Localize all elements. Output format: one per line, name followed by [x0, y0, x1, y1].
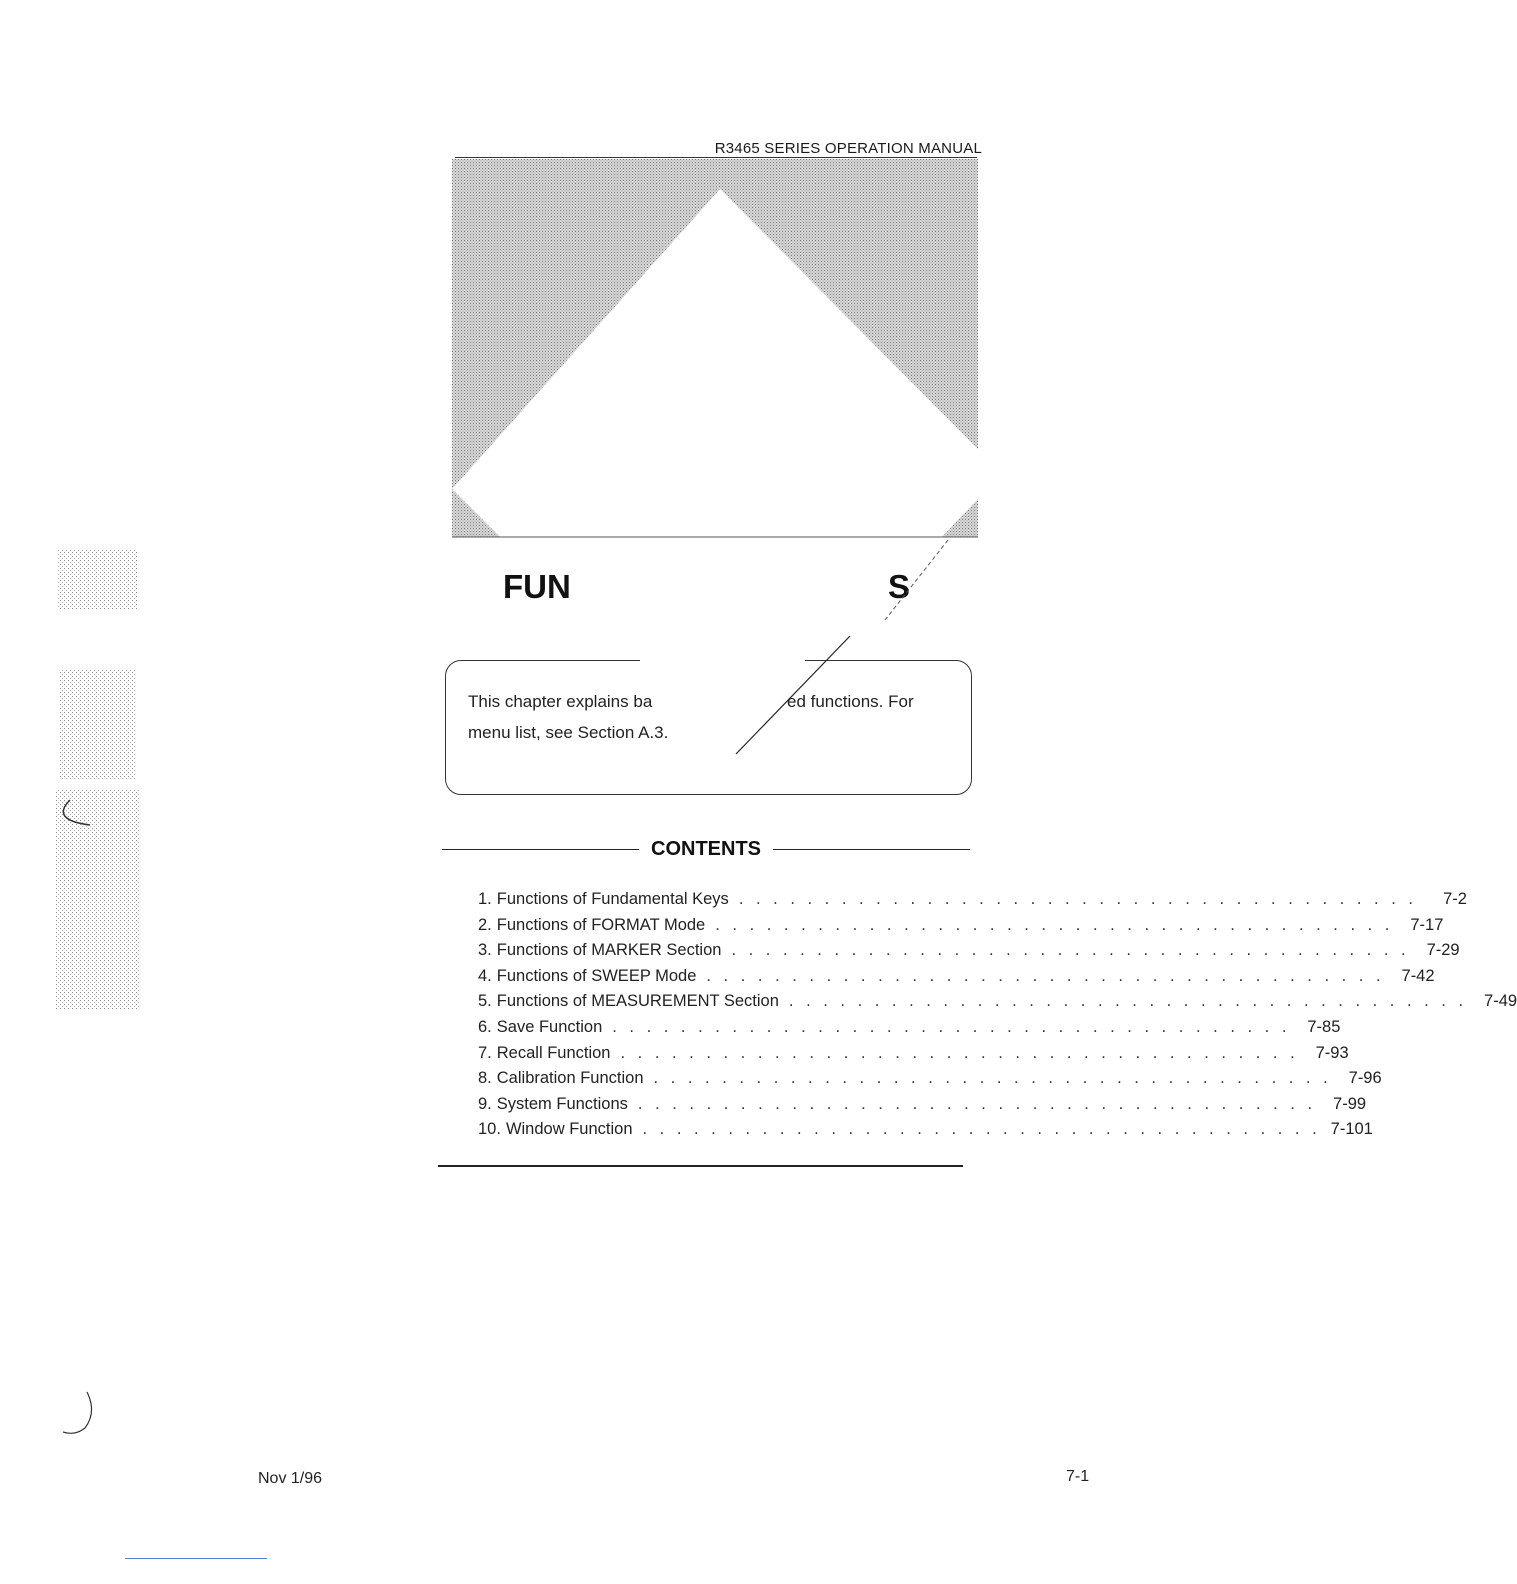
toc-item-page: 7-29 — [1426, 941, 1460, 960]
toc-leader-dots: . . . . . . . . . . . . . . . . . . . . . . . . . . . . . . . . . . . . . . . . — [637, 1094, 1317, 1113]
toc-leader-dots: . . . . . . . . . . . . . . . . . . . . . . . . . . . . . . . . . . . . . . . . — [738, 890, 1417, 908]
toc-item-title: Calibration Function — [496, 1069, 644, 1088]
toc-item-number: 2. — [478, 915, 492, 934]
toc-item — [478, 1017, 1341, 1044]
toc-item-number: 9. — [478, 1094, 492, 1113]
contents-rule-right — [773, 849, 970, 851]
toc-item — [478, 890, 1467, 916]
toc-item-page: 7-96 — [1348, 1069, 1382, 1088]
chapter-banner-graphic — [452, 159, 978, 537]
toc-item-number: 8. — [478, 1069, 492, 1088]
toc-item-number: 10. — [478, 1120, 501, 1139]
toc-item-page: 7-2 — [1443, 890, 1467, 908]
toc-item-page: 7-49 — [1484, 992, 1517, 1011]
toc-item-number: 1. — [478, 890, 492, 908]
toc-item-number: 5. — [478, 992, 492, 1011]
toc-item — [478, 915, 1444, 942]
toc-item-title: Functions of MEASUREMENT Section — [496, 992, 779, 1011]
toc-item-title: Window Function — [505, 1120, 633, 1139]
intro-line-1-left: This chapter explains ba — [468, 692, 653, 711]
intro-line-1-right: ed functions. For — [787, 692, 914, 711]
toc-list — [478, 890, 1517, 1146]
contents-rule-left — [442, 849, 639, 851]
manual-title: R3465 SERIES OPERATION MANUAL — [714, 140, 982, 157]
toc-item-page: 7-42 — [1401, 966, 1435, 985]
toc-item-title: Functions of Fundamental Keys — [496, 890, 729, 908]
toc-leader-dots: . . . . . . . . . . . . . . . . . . . . . . . . . . . . . . . . . . . . . . . . — [788, 992, 1468, 1011]
chapter-title-left: FUN — [503, 568, 571, 605]
toc-item-page: 7-99 — [1333, 1094, 1367, 1113]
toc-leader-dots: . . . . . . . . . . . . . . . . . . . . . . . . . . . . . . . . . . . . . . . . — [642, 1120, 1321, 1139]
toc-item-page: 7-101 — [1330, 1120, 1373, 1139]
toc-leader-dots: . . . . . . . . . . . . . . . . . . . . . . . . . . . . . . . . . . . . . . . . — [715, 915, 1394, 934]
toc-item-number: 4. — [478, 966, 492, 985]
toc-item-title: Recall Function — [496, 1043, 611, 1062]
contents-bottom-rule — [438, 1165, 963, 1167]
toc-item-title: Functions of MARKER Section — [496, 941, 722, 960]
toc-item — [478, 1069, 1382, 1095]
toc-item — [478, 966, 1435, 993]
toc-item-number: 6. — [478, 1017, 492, 1036]
scan-bracket-bottom — [55, 1390, 105, 1440]
toc-item-page: 7-93 — [1315, 1043, 1349, 1062]
toc-item-page: 7-85 — [1307, 1017, 1341, 1036]
toc-item — [478, 1094, 1367, 1121]
toc-leader-dots: . . . . . . . . . . . . . . . . . . . . . . . . . . . . . . . . . . . . . . . . — [612, 1017, 1291, 1036]
toc-leader-dots: . . . . . . . . . . . . . . . . . . . . . . . . . . . . . . . . . . . . . . . . — [731, 941, 1410, 960]
toc-leader-dots: . . . . . . . . . . . . . . . . . . . . . . . . . . . . . . . . . . . . . . . . — [620, 1043, 1299, 1062]
chapter-title-right: S — [888, 568, 911, 605]
footer-page-number: 7-1 — [1066, 1468, 1090, 1485]
toc-leader-dots: . . . . . . . . . . . . . . . . . . . . . . . . . . . . . . . . . . . . . . . . — [706, 966, 1385, 985]
contents-heading — [442, 838, 970, 861]
toc-item-title: Functions of SWEEP Mode — [496, 966, 697, 985]
scan-speckle-left — [40, 540, 150, 1040]
blue-underline — [125, 1558, 267, 1559]
slash-artifact — [700, 540, 970, 780]
intro-line-2: menu list, see Section A.3. — [468, 723, 669, 742]
toc-item — [478, 941, 1460, 967]
toc-item-title: Save Function — [496, 1017, 603, 1036]
header-rule — [455, 157, 977, 158]
toc-leader-dots: . . . . . . . . . . . . . . . . . . . . . . . . . . . . . . . . . . . . . . . . — [653, 1069, 1332, 1088]
toc-item-number: 7. — [478, 1043, 492, 1062]
toc-item-title: Functions of FORMAT Mode — [496, 915, 706, 934]
contents-label: CONTENTS — [651, 838, 761, 860]
toc-item — [478, 1043, 1349, 1070]
footer-date: Nov 1/96 — [258, 1470, 323, 1487]
toc-item-number: 3. — [478, 941, 492, 960]
toc-item — [478, 1120, 1373, 1146]
toc-item-page: 7-17 — [1410, 915, 1444, 934]
toc-item-title: System Functions — [496, 1094, 628, 1113]
toc-item — [478, 992, 1517, 1018]
